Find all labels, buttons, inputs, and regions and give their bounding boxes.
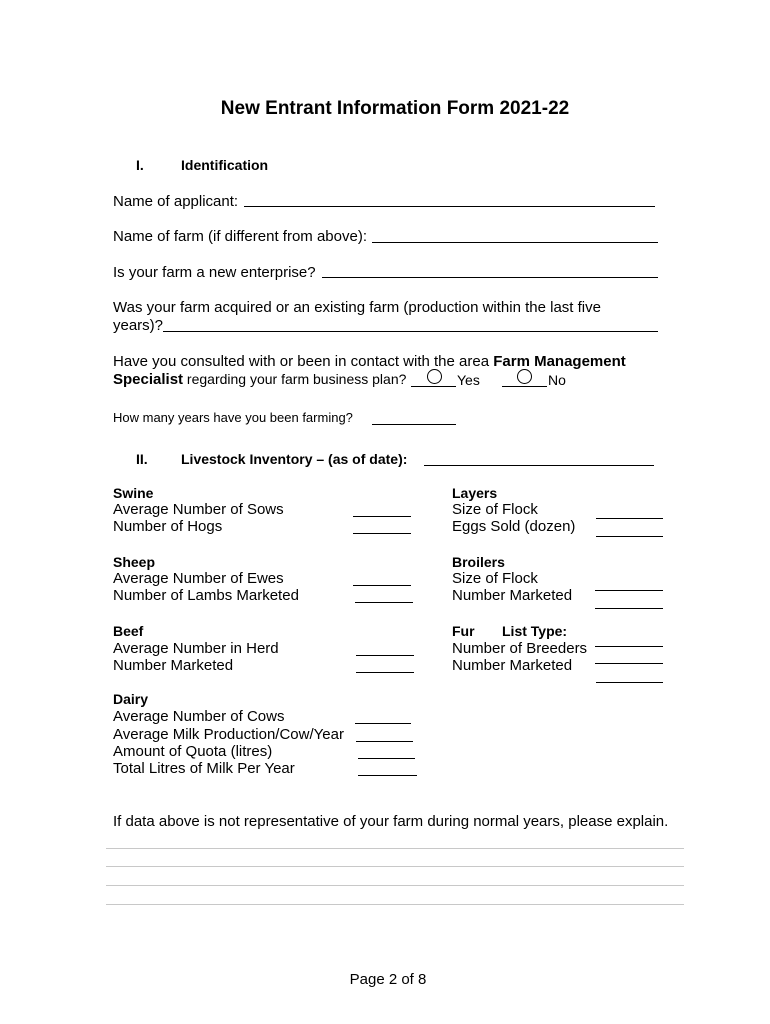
inventory-date-field[interactable] <box>424 465 654 466</box>
sheep-lambs-field[interactable] <box>355 602 413 603</box>
swine-hogs-field[interactable] <box>353 533 411 534</box>
beef-herd-label: Average Number in Herd <box>113 640 279 657</box>
consult-text-b: Farm Management <box>493 353 626 370</box>
fur-breeders-label: Number of Breeders <box>452 640 588 657</box>
consult-text-c: Specialist <box>113 371 184 388</box>
new-enterprise-field[interactable] <box>322 277 658 278</box>
explain-prompt: If data above is not representative of your farm during normal years, please explain. <box>113 813 669 830</box>
farm-name-field[interactable] <box>372 242 658 243</box>
fur-marketed-label: Number Marketed <box>452 657 573 674</box>
section1-numeral: I. <box>136 157 144 173</box>
applicant-name-field[interactable] <box>244 206 655 207</box>
explain-line-3[interactable] <box>106 885 684 886</box>
consult-question-line1 <box>113 353 626 370</box>
beef-title: Beef <box>113 623 144 639</box>
fur-title: Fur <box>452 623 475 639</box>
fur-list-type-label: List Type: <box>502 623 568 639</box>
sheep-ewes-label: Average Number of Ewes <box>113 570 284 587</box>
fur-list-type-field[interactable] <box>595 646 663 647</box>
beef-marketed-label: Number Marketed <box>113 657 234 674</box>
yes-radio[interactable] <box>427 369 442 384</box>
acquired-field[interactable] <box>163 331 658 332</box>
acquired-label-line1: Was your farm acquired or an existing farm (production within the last five <box>113 299 601 316</box>
dairy-cows-field[interactable] <box>355 723 411 724</box>
form-title: New Entrant Information Form 2021-22 <box>220 98 570 119</box>
dairy-total-field[interactable] <box>358 775 417 776</box>
dairy-title: Dairy <box>113 691 149 707</box>
no-radio[interactable] <box>517 369 532 384</box>
dairy-milk-label: Average Milk Production/Cow/Year <box>113 726 344 743</box>
farm-name-label: Name of farm (if different from above): <box>113 228 367 245</box>
explain-line-1[interactable] <box>106 848 684 849</box>
new-enterprise-label: Is your farm a new enterprise? <box>113 264 316 281</box>
dairy-total-label: Total Litres of Milk Per Year <box>113 760 295 777</box>
explain-line-4[interactable] <box>106 904 684 905</box>
broilers-flock-label: Size of Flock <box>452 570 538 587</box>
broilers-title: Broilers <box>452 554 505 570</box>
explain-line-2[interactable] <box>106 866 684 867</box>
acquired-label-line2: years)? <box>113 317 164 334</box>
broilers-flock-field[interactable] <box>595 590 663 591</box>
no-blank <box>502 386 547 387</box>
fur-breeders-field[interactable] <box>595 663 663 664</box>
layers-title: Layers <box>452 485 498 501</box>
no-label: No <box>548 372 566 388</box>
section2-numeral: II. <box>136 451 148 467</box>
broilers-marketed-field[interactable] <box>595 608 663 609</box>
consult-text-d: regarding your farm business plan? <box>183 371 407 387</box>
yes-blank <box>411 386 456 387</box>
fur-marketed-field[interactable] <box>596 682 663 683</box>
dairy-milk-field[interactable] <box>356 741 413 742</box>
applicant-name-label: Name of applicant: <box>113 193 239 210</box>
dairy-quota-label: Amount of Quota (litres) <box>113 743 273 760</box>
swine-hogs-label: Number of Hogs <box>113 518 223 535</box>
page-number: Page 2 of 8 <box>349 971 427 988</box>
layers-flock-field[interactable] <box>596 518 663 519</box>
layers-eggs-field[interactable] <box>596 536 663 537</box>
swine-sows-label: Average Number of Sows <box>113 501 284 518</box>
dairy-quota-field[interactable] <box>358 758 415 759</box>
yes-label: Yes <box>457 372 480 388</box>
sheep-ewes-field[interactable] <box>353 585 411 586</box>
beef-marketed-field[interactable] <box>356 672 414 673</box>
dairy-cows-label: Average Number of Cows <box>113 708 285 725</box>
consult-question-line2 <box>113 371 406 389</box>
section1-heading: Identification <box>181 157 269 173</box>
beef-herd-field[interactable] <box>356 655 414 656</box>
sheep-lambs-label: Number of Lambs Marketed <box>113 587 299 604</box>
layers-flock-label: Size of Flock <box>452 501 538 518</box>
swine-title: Swine <box>113 485 154 501</box>
broilers-marketed-label: Number Marketed <box>452 587 573 604</box>
section2-heading: Livestock Inventory – (as of date): <box>181 451 408 467</box>
years-farming-field[interactable] <box>372 424 456 425</box>
swine-sows-field[interactable] <box>353 516 411 517</box>
years-farming-label: How many years have you been farming? <box>113 410 353 425</box>
layers-eggs-label: Eggs Sold (dozen) <box>452 518 576 535</box>
sheep-title: Sheep <box>113 554 156 570</box>
consult-text-a: Have you consulted with or been in contact with the area <box>113 353 494 370</box>
